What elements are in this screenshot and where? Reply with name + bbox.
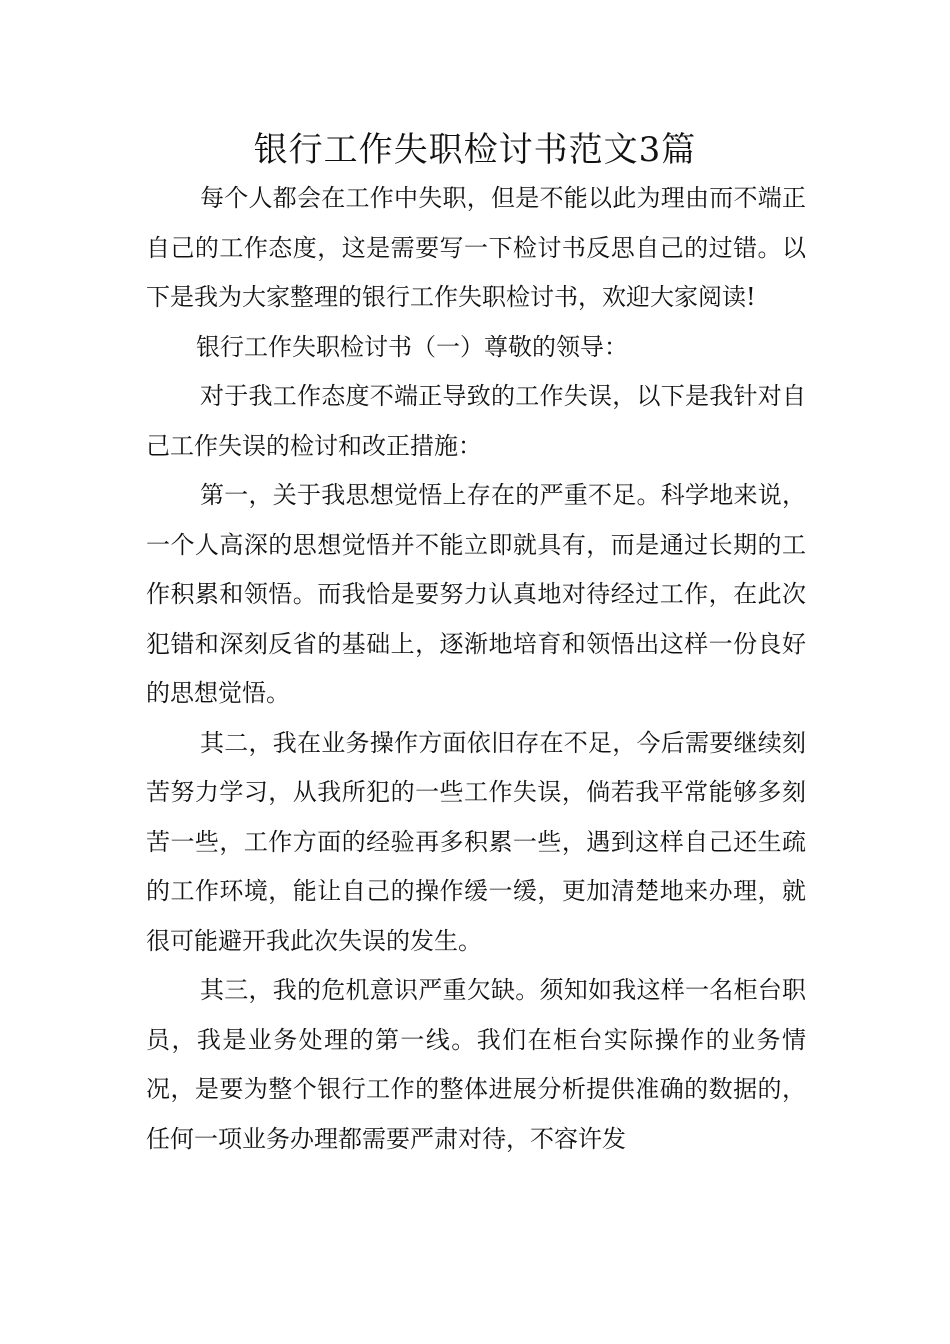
paragraph-intro: 每个人都会在工作中失职，但是不能以此为理由而不端正自己的工作态度，这是需要写一下检讨书反思自己的过错。以下是我为大家整理的银行工作失职检讨书，欢迎大家阅读!	[146, 184, 806, 311]
paragraph-point-three: 其三，我的危机意识严重欠缺。须知如我这样一名柜台职员，我是业务处理的第一线。我们在柜台实际操作的业务情况，是要为整个银行工作的整体进展分析提供准确的数据的，任何一项业务办理都需要严肃对待，不容许发	[146, 976, 806, 1153]
document-body	[146, 174, 806, 1164]
paragraph-point-two: 其二，我在业务操作方面依旧存在不足，今后需要继续刻苦努力学习，从我所犯的一些工作失误，倘若我平常能够多刻苦一些，工作方面的经验再多积累一些，遇到这样自己还生疏的工作环境，能让自己的操作缓一缓，更加清楚地来办理，就很可能避开我此次失误的发生。	[146, 728, 806, 955]
paragraph-point-one: 第一，关于我思想觉悟上存在的严重不足。科学地来说，一个人高深的思想觉悟并不能立即就具有，而是通过长期的工作积累和领悟。而我恰是要努力认真地对待经过工作，在此次犯错和深刻反省的基础上，逐渐地培育和领悟出这样一份良好的思想觉悟。	[146, 481, 806, 707]
document-title: 银行工作失职检讨书范文3篇	[253, 130, 697, 170]
paragraph-opening: 对于我工作态度不端正导致的工作失误，以下是我针对自己工作失误的检讨和改正措施：	[146, 382, 806, 460]
paragraph-letter-heading: 银行工作失职检讨书（一）尊敬的领导：	[196, 332, 628, 361]
